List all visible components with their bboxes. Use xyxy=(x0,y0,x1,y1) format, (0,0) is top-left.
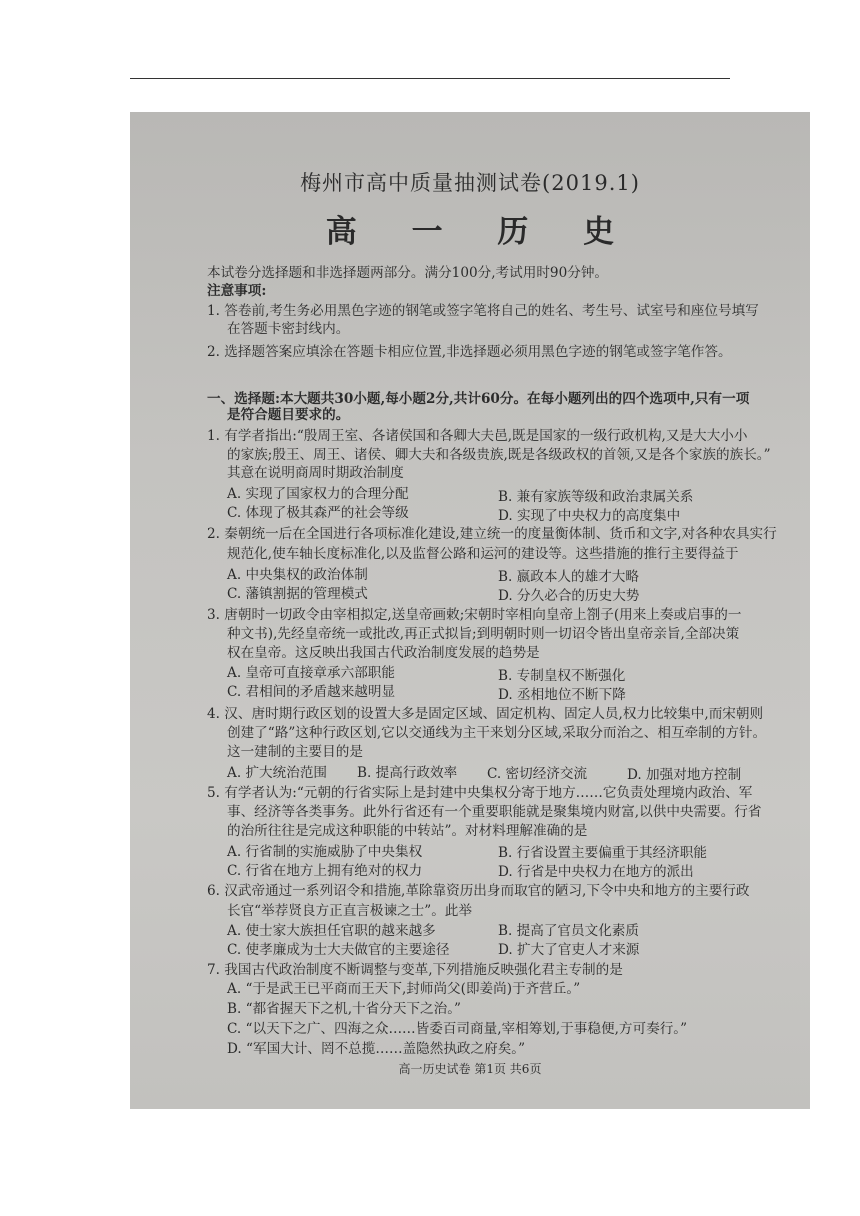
question-1-option-b: B. 兼有家族等级和政治隶属关系 xyxy=(498,489,694,505)
question-2-option-b: B. 嬴政本人的雄才大略 xyxy=(498,569,639,585)
question-3-line: 3. 唐朝时一切政令由宰相拟定,送皇帝画敕;宋朝时宰相向皇帝上劄子(用来上奏或启事的一 xyxy=(207,607,742,623)
question-3-option-c: C. 君相间的矛盾越来越明显 xyxy=(227,684,396,700)
question-1-option-a: A. 实现了国家权力的合理分配 xyxy=(227,486,409,502)
question-3-option-b: B. 专制皇权不断强化 xyxy=(498,668,626,684)
question-4-option-c: C. 密切经济交流 xyxy=(487,766,588,782)
section-heading-cont: 是符合题目要求的。 xyxy=(227,407,350,423)
question-4-line: 4. 汉、唐时期行政区划的设置大多是固定区域、固定机构、固定人员,权力比较集中,而宋朝则 xyxy=(207,706,764,722)
section-heading: 一、选择题:本大题共30小题,每小题2分,共计60分。在每小题列出的四个选项中,只有一项 xyxy=(207,391,750,407)
question-5-option-d: D. 行省是中央权力在地方的派出 xyxy=(498,864,694,880)
page-footer: 高一历史试卷 第1页 共6页 xyxy=(398,1062,542,1076)
question-1-line: 1. 有学者指出:“殷周王室、各诸侯国和各卿大夫邑,既是国家的一级行政机构,又是大大小小 xyxy=(207,428,748,444)
question-1-option-c: C. 体现了极其森严的社会等级 xyxy=(227,505,409,521)
question-1-option-d: D. 实现了中央权力的高度集中 xyxy=(498,508,681,524)
question-4-line: 这一建制的主要目的是 xyxy=(227,744,363,760)
question-6-option-a: A. 使士家大族担任官职的越来越多 xyxy=(227,923,436,939)
question-5-line: 的治所往往是完成这种职能的中转站”。对材料理解准确的是 xyxy=(227,823,588,839)
question-7-option-b: B. “都省握天下之机,十省分天下之治。” xyxy=(227,1001,461,1017)
question-4-line: 创建了“路”这种行政区划,它以交通线为主干来划分区域,采取分而治之、相互牵制的方针。 xyxy=(227,725,767,741)
question-5-option-c: C. 行省在地方上拥有绝对的权力 xyxy=(227,863,423,879)
exam-title: 高 一 历 史 xyxy=(325,214,637,250)
question-5-line: 事、经济等各类事务。此外行省还有一个重要职能就是聚集境内财富,以供中央需要。行省 xyxy=(227,804,762,820)
question-5-line: 5. 有学者认为:“元朝的行省实际上是封建中央集权分寄于地方……它负责处理境内政治、军 xyxy=(207,785,753,801)
question-4-option-d: D. 加强对地方控制 xyxy=(627,767,742,783)
question-6-line: 6. 汉武帝通过一系列诏令和措施,革除靠资历出身而取官的陋习,下令中央和地方的主要行政 xyxy=(207,883,750,899)
question-5-option-b: B. 行省设置主要偏重于其经济职能 xyxy=(498,845,707,861)
notice-heading: 注意事项: xyxy=(207,283,267,299)
notice-item-1-cont: 在答题卡密封线内。 xyxy=(227,321,350,337)
question-7-line: 7. 我国古代政治制度不断调整与变革,下列措施反映强化君主专制的是 xyxy=(207,962,623,978)
exam-subtitle: 梅州市高中质量抽测试卷(2019.1) xyxy=(300,171,640,195)
question-1-line: 的家族;殷王、周王、诸侯、卿大夫和各级贵族,既是各级政权的首领,又是各个家族的族长。” xyxy=(227,447,771,463)
question-7-option-c: C. “以天下之广、四海之众……皆委百司商量,宰相筹划,于事稳便,方可奏行。” xyxy=(227,1021,688,1037)
question-1-line: 其意在说明商周时期政治制度 xyxy=(227,465,404,481)
question-6-option-c: C. 使孝廉成为士大夫做官的主要途径 xyxy=(227,942,450,958)
question-7-option-d: D. “军国大计、罔不总揽……盖隐然执政之府矣。” xyxy=(227,1041,526,1057)
question-3-option-d: D. 丞相地位不断下降 xyxy=(498,687,626,703)
exam-sheet xyxy=(130,112,810,1109)
question-6-option-d: D. 扩大了官吏人才来源 xyxy=(498,942,640,958)
question-3-line: 种文书),先经皇帝统一或批改,再正式拟旨;到明朝时则一切诏令皆出皇帝亲旨,全部决策 xyxy=(227,626,740,642)
notice-item-1: 1. 答卷前,考生务必用黑色字迹的钢笔或签字笔将自己的姓名、考生号、试室号和座位号填写 xyxy=(207,303,759,319)
notice-item-2: 2. 选择题答案应填涂在答题卡相应位置,非选择题必须用黑色字迹的钢笔或签字笔作答。 xyxy=(207,344,732,360)
question-2-option-a: A. 中央集权的政治体制 xyxy=(227,567,368,583)
question-6-line: 长官“举荐贤良方正直言极谏之士”。此举 xyxy=(227,903,472,919)
question-3-line: 权在皇帝。这反映出我国古代政治制度发展的趋势是 xyxy=(227,645,540,661)
question-4-option-b: B. 提高行政效率 xyxy=(357,765,458,781)
question-7-option-a: A. “于是武王已平商而王天下,封师尚父(即姜尚)于齐营丘。” xyxy=(227,981,581,997)
question-5-option-a: A. 行省制的实施威胁了中央集权 xyxy=(227,844,423,860)
top-rule xyxy=(130,78,730,79)
intro-text: 本试卷分选择题和非选择题两部分。满分100分,考试用时90分钟。 xyxy=(207,265,609,281)
question-2-line: 规范化,使车轴长度标准化,以及监督公路和运河的建设等。这些措施的推行主要得益于 xyxy=(227,546,739,562)
question-2-option-c: C. 藩镇割据的管理模式 xyxy=(227,586,368,602)
question-2-option-d: D. 分久必合的历史大势 xyxy=(498,588,640,604)
question-2-line: 2. 秦朝统一后在全国进行各项标准化建设,建立统一的度量衡体制、货币和文字,对各种农具实行 xyxy=(207,526,777,542)
question-3-option-a: A. 皇帝可直接章承六部职能 xyxy=(227,665,395,681)
question-6-option-b: B. 提高了官员文化素质 xyxy=(498,923,639,939)
exam-photo xyxy=(130,112,810,1109)
question-4-option-a: A. 扩大统治范围 xyxy=(227,765,328,781)
